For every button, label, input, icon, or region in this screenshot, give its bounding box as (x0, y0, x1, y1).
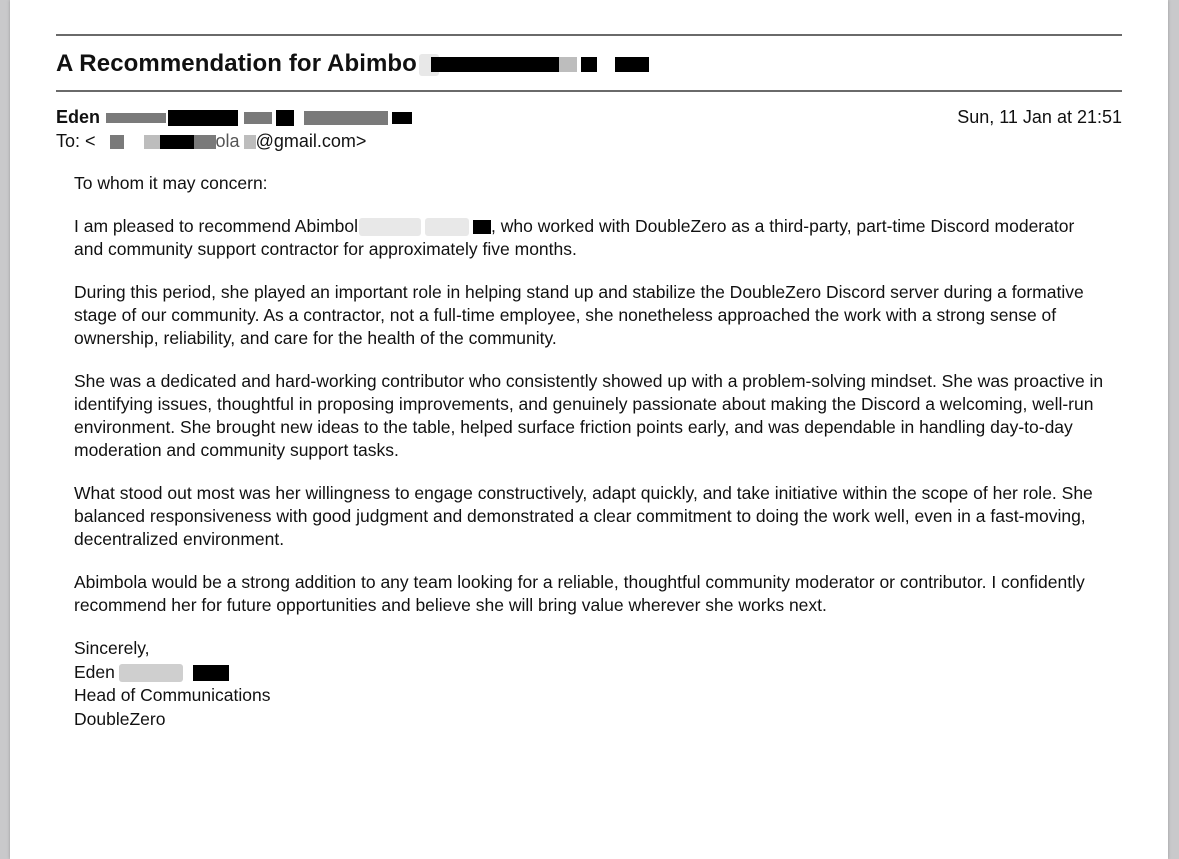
redaction-bar (244, 112, 272, 124)
paragraph-4: What stood out most was her willingness to engage constructively, adapt quickly, and take initiative within the scope of her role. She balanced responsiveness with good judgment and demonstrated a clear commitment to doing the work well, even in a fast-moving, decentralized environment. (74, 483, 1093, 549)
redaction-bar (244, 135, 256, 149)
redaction-bar (110, 135, 124, 149)
paragraph-2: During this period, she played an important role in helping stand up and stabilize the DoubleZero Discord server during a formative stage of our community. As a contractor, not a full-time employee, she nonetheless approached the work with a strong sense of ownership, reliability, and care for the health of the community. (74, 282, 1084, 348)
redaction-bar (431, 57, 559, 72)
sender-name: Eden (56, 107, 101, 127)
signer-name (74, 661, 1104, 685)
signer-first-name: Eden (74, 661, 115, 682)
signer-org: DoubleZero (74, 708, 166, 729)
redaction-bar (304, 111, 388, 125)
redaction-bar (193, 665, 229, 681)
bottom-divider (56, 90, 1122, 92)
to-prefix: To: < (56, 131, 96, 151)
redaction-bar (106, 113, 166, 123)
email-printout (10, 0, 1168, 859)
redaction-bar (581, 57, 597, 72)
subject-text: A Recommendation for Abimbo (56, 50, 417, 77)
paragraph-3: She was a dedicated and hard-working contributor who consistently showed up with a problem-solving mindset. She was proactive in identifying issues, thoughtful in proposing improvements, and genuinely passionate about making the Discord a welcoming, well-run environment. She brought new ideas to the table, helped surface friction points early, and was dependable in handling day-to-day moderation and community support tasks. (74, 371, 1104, 460)
paragraph-1 (74, 215, 1104, 261)
to-suffix: @gmail.com> (255, 131, 367, 151)
paragraph-5: Abimbola would be a strong addition to any team looking for a reliable, thoughtful community moderator or contributor. I confidently recommend her for future opportunities and believe she will bring value wherever she works next. (74, 572, 1085, 615)
redaction-smudge (359, 218, 421, 236)
redaction-bar (160, 135, 194, 149)
p1-start: I am pleased to recommend Abimbol (74, 216, 359, 236)
p1-end: , who worked with DoubleZero as a third-party, part-time Discord moderator and community support contractor for approximately five months. (74, 216, 1075, 259)
to-partial: ola (215, 131, 240, 151)
redaction-bar (392, 112, 412, 124)
letter-body (74, 172, 1104, 731)
closing: Sincerely, (74, 638, 150, 658)
redaction-bar (615, 57, 649, 72)
redaction-bar (559, 57, 577, 72)
email-date: Sun, 11 Jan at 21:51 (957, 107, 1122, 127)
redaction-smudge (425, 218, 469, 236)
top-divider (56, 34, 1122, 36)
email-subject (56, 50, 649, 78)
signature-block (74, 637, 1104, 731)
redaction-bar (276, 110, 294, 126)
redaction-smudge (119, 664, 183, 682)
email-from (56, 107, 412, 128)
salutation: To whom it may concern: (74, 173, 268, 193)
redaction-bar (144, 135, 160, 149)
redaction-bar (194, 135, 216, 149)
redaction-bar (473, 220, 491, 234)
signer-title: Head of Communications (74, 685, 271, 705)
email-to (56, 131, 366, 152)
redaction-bar (168, 110, 238, 126)
